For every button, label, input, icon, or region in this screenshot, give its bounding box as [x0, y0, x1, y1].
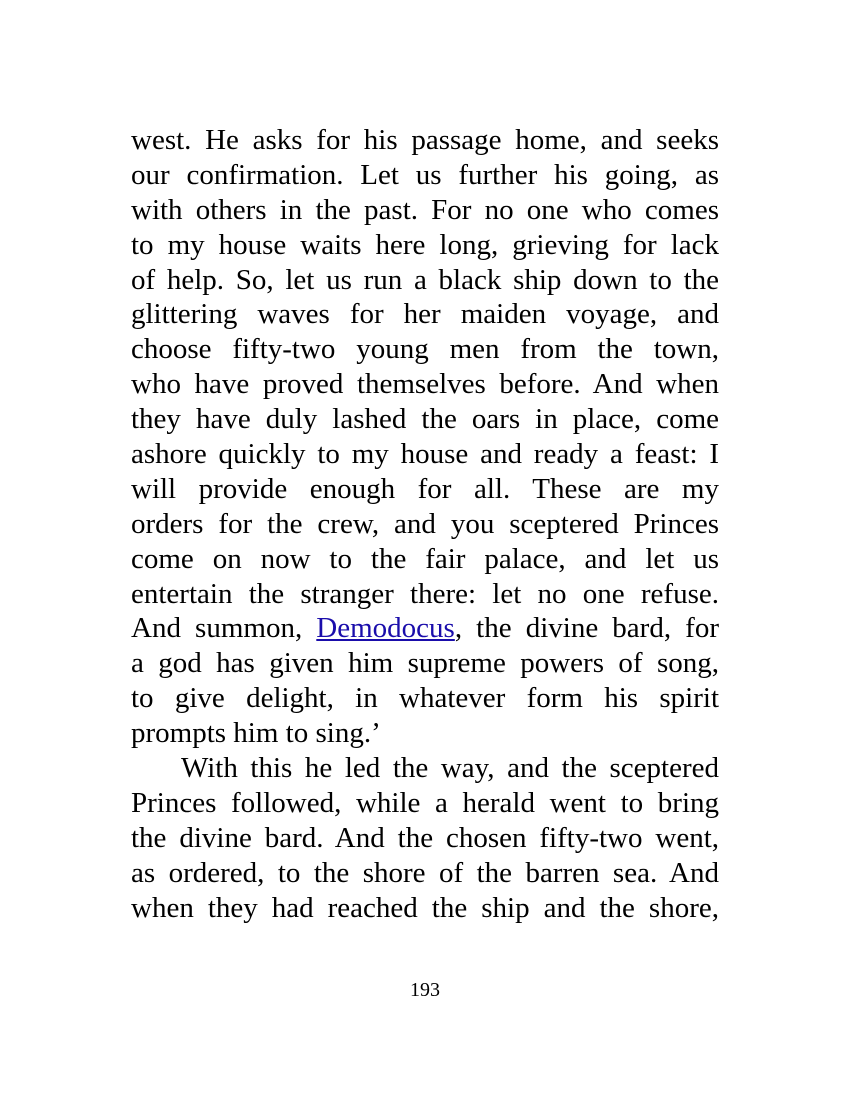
text-line: to my house waits here long, grieving for lack	[131, 228, 719, 261]
text-line: with others in the past. For no one who comes	[131, 193, 719, 226]
page-body	[131, 123, 719, 925]
text-line: choose fifty-two young men from the town,	[131, 333, 719, 366]
text-line: glittering waves for her maiden voyage, and	[131, 298, 719, 331]
text-line: ashore quickly to my house and ready a feast: I	[131, 438, 719, 471]
text-fragment: And summon,	[131, 612, 317, 645]
text-line: our confirmation. Let us further his going, as	[131, 158, 719, 191]
text-line: orders for the crew, and you sceptered Princes	[131, 507, 719, 540]
text-line: west. He asks for his passage home, and seeks	[131, 124, 719, 156]
page-number: 193	[410, 979, 440, 1001]
text-line: a god has given him supreme powers of song,	[131, 647, 719, 680]
text-line: when they had reached the ship and the shore,	[131, 891, 719, 924]
text-line: the divine bard. And the chosen fifty-two went,	[131, 821, 719, 854]
text-line: as ordered, to the shore of the barren sea. And	[131, 856, 719, 889]
paragraph-1	[131, 123, 719, 751]
text-fragment: , the divine bard, for	[454, 612, 719, 645]
paragraph-2	[131, 751, 719, 925]
text-line: prompts him to sing.’	[131, 717, 381, 750]
text-line: Princes followed, while a herald went to bring	[131, 786, 719, 819]
text-line: come on now to the fair palace, and let us	[131, 542, 719, 575]
text-line: who have proved themselves before. And when	[131, 368, 719, 401]
demodocus-link[interactable]: Demodocus	[316, 612, 455, 645]
text-line: With this he led the way, and the sceptered	[181, 752, 719, 785]
text-line: entertain the stranger there: let no one refuse.	[131, 577, 719, 610]
text-line-with-link	[131, 611, 719, 646]
text-line: they have duly lashed the oars in place, come	[131, 403, 719, 436]
text-line: of help. So, let us run a black ship down to the	[131, 263, 719, 296]
text-line: will provide enough for all. These are my	[131, 472, 719, 505]
text-line: to give delight, in whatever form his spirit	[131, 682, 719, 715]
